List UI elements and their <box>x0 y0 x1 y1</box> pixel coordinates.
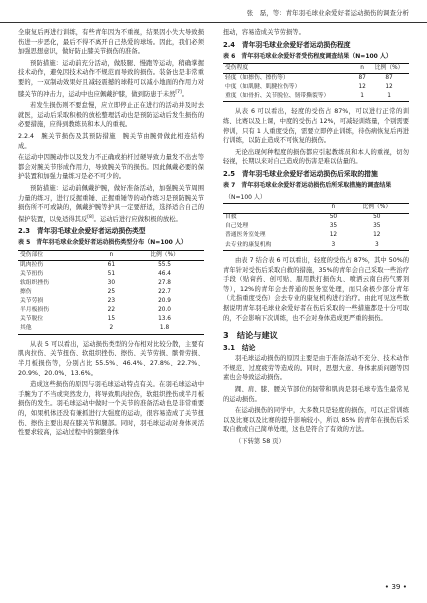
table-row: 关节劳损 23 20.9 <box>20 298 171 305</box>
table-7-caption: 表 7 青年羽毛球业余爱好者运动损伤后所采取措施的调查结果 <box>223 182 392 190</box>
paragraph: 羽毛球运动损伤的原因主要是由于准备活动不充分、技术动作不规范、过度疲劳等造成的。同时，思想大意、身体素质问题等因素也会导致运动损伤。 <box>223 355 409 382</box>
paragraph: 全康复后再进行训练，有些青年因为不重视，结果因小失大导致损伤进一步恶化，最后不得不离开自己热爱的球场。因此，我们必须加强思想意识，做好防止膝关节损伤的准备。 <box>18 29 204 56</box>
table-5 <box>18 250 204 335</box>
table-row: 重度（如骨折、关节脱位、韧带撕裂等） 1 1 <box>223 92 409 102</box>
table-header: n <box>98 250 125 260</box>
paragraph: 从表 5 可以看出，运动损伤类型的分布相对比较分散，主要有肌肉拉伤、关节扭伤、软组织挫伤、擦伤、关节劳损、髌骨劳损、半月板损伤等，分别占比 55.5%、46.4%、27.8%、22.7%、20.9%、20.0%、13.6%。 <box>18 340 204 377</box>
citation: [8] <box>87 214 94 220</box>
paragraph: 从表 6 可以看出，轻度的受伤占 87%，可以进行正常的训练、比赛以及上课，中度的受伤占 12%，可减轻训练量，个别需要停训，只有 1 人重度受伤，需要立即停止训练，待伤病恢复后再进行训练，以防止造成不可恢复的损伤。 <box>223 108 410 145</box>
section-heading-2-3: 2.3 青年羽毛球业余爱好者运动损伤类型 <box>18 227 146 236</box>
table-row: 自救 50 50 <box>225 214 381 221</box>
running-header <box>0 8 427 23</box>
table-row: 关节扭伤 51 46.4 <box>20 270 171 277</box>
right-column <box>223 28 409 449</box>
table-row: 半月板损伤 22 20.0 <box>20 307 171 314</box>
table-6-caption: 表 6 青年羽毛球业余爱好者受伤程度调查结果（N=100 人） <box>223 52 392 60</box>
table-header: n <box>322 203 344 213</box>
table-header: 比例（%） <box>125 250 204 260</box>
table-row: 肌肉拉伤 61 55.5 <box>20 261 171 268</box>
section-heading-2-5: 2.5 青年羽毛球业余爱好者运动损伤后采取的措施 <box>223 170 378 179</box>
table-5-caption: 表 5 青年羽毛球业余爱好者运动损伤类型分布（N=100 人） <box>18 239 187 247</box>
paragraph: 由表 7 结合表 6 可以看出，轻度的受伤占 87%，其中 50%的青年针对受伤后采取自救的措施，35%的青年会自己采取一些治疗手段（贴膏药、创可贴、服用跌打损伤丸、喷洒云南白药气雾剂等），12%的青年会去普通的医务室处理，而只余极少部分青年（尤指重度受伤）会去专业的康复机构进行治疗。由此可见这些数据说明青年羽毛球业余爱好者在伤后采取的一些措施都是十分可取的，不会影响下次训练，也不会对身体造成更严重的损伤。 <box>223 257 409 322</box>
table-header: 比例（%） <box>345 203 409 213</box>
paragraph: 踝、肩、膝、腰关节部位的韧带和肌肉是羽毛球专选生最常见的运动损伤。 <box>223 385 409 403</box>
paragraph: 若发生损伤则不要怠慢，应立即停止正在进行的活动并及时去就医，运动后采取积极的放松整理活动也是预防运动后发生损伤的必要措施，应得到教练员和本人的重视。 <box>18 102 204 129</box>
page-number: • 39 • <box>384 582 407 591</box>
table-header <box>223 203 322 213</box>
table-7-unit: （N=100 人） <box>225 193 266 201</box>
table-row: 自己处理 35 35 <box>225 223 381 230</box>
table-row: 去专业的康复机构 3 3 <box>223 241 409 251</box>
paragraph: 在运动中因腕动作以及发力不正确或拍杆过硬导致力量发不出去等都会对腕关节形成作用力，导致腕关节的损伤。因此佩戴必要的保护装置和加强力量练习是必不可少的。 <box>18 154 204 181</box>
table-row: 其他 2 1.8 <box>18 325 204 335</box>
table-row: 普通医务室处理 12 12 <box>225 232 381 239</box>
section-heading-2-4: 2.4 青年羽毛球业余爱好者运动损伤程度 <box>223 40 351 49</box>
paragraph: 在运动损伤的同学中，大多数只是轻度的损伤，可以正常训练以及比赛以及比赛的提升影响较小，所以 85% 的青年在损伤后采取自救或自己简单处理，这也是符合了有效的方法。 <box>223 407 409 434</box>
table-header: 受伤程度 <box>223 64 355 74</box>
citation: [7] <box>175 89 182 95</box>
table-row: 软组织挫伤 30 27.8 <box>20 279 171 286</box>
table-header: 受伤部位 <box>18 250 98 260</box>
table-6 <box>223 63 409 102</box>
continued-note: （下转第 58 页） <box>235 437 285 445</box>
table-row: 关节脱位 15 13.6 <box>20 316 171 323</box>
paragraph: 扭动，容易造成关节劳损等。 <box>223 29 305 36</box>
section-heading-3: 3 结论与建议 <box>223 330 278 341</box>
table-header: 比例（%） <box>369 64 409 74</box>
left-column <box>18 28 204 440</box>
subsection-heading-2-2-4: 2.2.4 腕关节损伤及其预防措施 腕关节由腕骨做此相连结构成。 <box>18 133 204 150</box>
table-row: 中度（如肌腱、肌腱拉伤等） 12 12 <box>225 83 393 90</box>
paragraph: 无论出现何种程度的损伤都应引起教练员和本人的重视，切勿轻视，长期以来对自己造成的伤害是难以估量的。 <box>223 148 409 166</box>
subsection-heading-3-1: 3.1 结论 <box>223 344 256 353</box>
table-7 <box>223 203 409 251</box>
table-row: 擦伤 25 22.7 <box>20 288 171 295</box>
running-head-text: 张 磊，等：青年羽毛球业余爱好者运动损伤的调查分析 <box>246 9 409 17</box>
table-header: n <box>355 64 369 74</box>
paragraph: 造成这些损伤的原因与羽毛球运动特点有关。在羽毛球运动中手腕为了不当或突然发力，将导致肌肉拉伤，软组织挫伤或半月板损伤的发生。羽毛球运动中做时一个关节的准备活动也是非常重要的，如果机体还没有兼抓进行大强度的运动，很容易造成了关节扭伤、擦伤主要出现在膝关节和腿部。同时，羽毛球运动对身体灵活性要求较高，运动过程中的频繁身体 <box>18 381 204 437</box>
table-row: 轻度（如擦伤、擦伤等） 87 87 <box>225 74 393 81</box>
paragraph: 预防措施：运动前佩戴护腕，做好准备活动，加强腕关节周围力量的练习，进行反握重锤、正握重锤等的动作练习是预防腕关节损伤所不可或缺的，佩戴护腕等护具一定要舒适，选择适合自己的保护装置，以免适得其反[8]。运动后进行应做积极的放松。 <box>18 185 204 223</box>
paragraph: 预防措施：运动前充分活动，做肢腿、慢跑等运动，稍确掌握技术动作，避免因技术动作不规范而导致的损伤。装备也是非常重要的，一双制动效果好且减轻震撼的球鞋可以减小地面的作用力对膝关节的冲击力，运动中也应佩戴护膝，做到防患于未然[7]。 <box>18 59 204 98</box>
